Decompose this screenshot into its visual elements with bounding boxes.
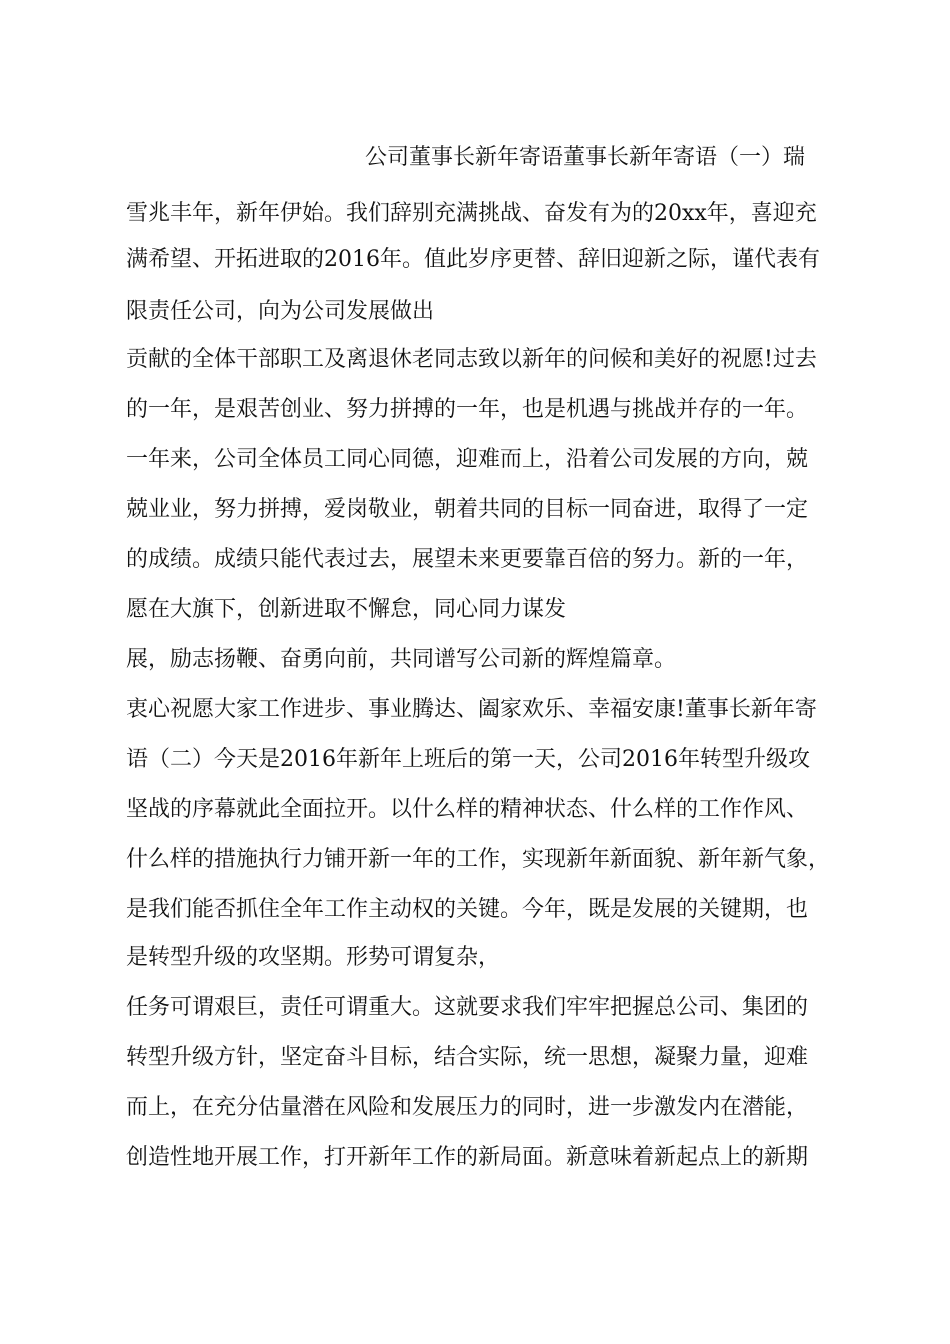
text-line: 任务可谓艰巨，责任可谓重大。这就要求我们牢牢把握总公司、集团的 xyxy=(126,995,809,1020)
text-line: 兢业业，努力拼搏，爱岗敬业，朝着共同的目标一同奋进，取得了一定 xyxy=(126,497,809,522)
text-line: 转型升级方针，坚定奋斗目标，结合实际，统一思想，凝聚力量，迎难 xyxy=(126,1045,809,1070)
text-line: 满希望、开拓进取的2016年。值此岁序更替、辞旧迎新之际，谨代表有 xyxy=(126,247,820,272)
text-line: 坚战的序幕就此全面拉开。以什么样的精神状态、什么样的工作作风、 xyxy=(126,797,809,822)
text-line: 语（二）今天是2016年新年上班后的第一天，公司2016年转型升级攻 xyxy=(126,747,810,772)
text-line: 衷心祝愿大家工作进步、事业腾达、阖家欢乐、幸福安康!董事长新年寄 xyxy=(126,697,817,722)
text-line: 公司董事长新年寄语董事长新年寄语（一）瑞 xyxy=(365,145,806,170)
text-line: 的成绩。成绩只能代表过去，展望未来更要靠百倍的努力。新的一年， xyxy=(126,547,809,572)
text-line: 愿在大旗下，创新进取不懈怠，同心同力谋发 xyxy=(126,597,567,622)
text-line: 创造性地开展工作，打开新年工作的新局面。新意味着新起点上的新期 xyxy=(126,1145,809,1170)
text-line: 的一年，是艰苦创业、努力拼搏的一年，也是机遇与挑战并存的一年。 xyxy=(126,397,809,422)
text-line: 什么样的措施执行力铺开新一年的工作，实现新年新面貌、新年新气象， xyxy=(126,847,831,872)
text-line: 是转型升级的攻坚期。形势可谓复杂， xyxy=(126,945,501,970)
text-line: 展，励志扬鞭、奋勇向前，共同谱写公司新的辉煌篇章。 xyxy=(126,647,677,672)
text-line: 是我们能否抓住全年工作主动权的关键。今年，既是发展的关键期，也 xyxy=(126,897,809,922)
text-line: 雪兆丰年，新年伊始。我们辞别充满挑战、奋发有为的20xx年，喜迎充 xyxy=(126,201,817,226)
text-line: 一年来，公司全体员工同心同德，迎难而上，沿着公司发展的方向，兢 xyxy=(126,447,809,472)
text-line: 贡献的全体干部职工及离退休老同志致以新年的问候和美好的祝愿!过去 xyxy=(126,347,817,372)
text-line: 限责任公司，向为公司发展做出 xyxy=(126,299,435,324)
text-line: 而上，在充分估量潜在风险和发展压力的同时，进一步激发内在潜能， xyxy=(126,1095,809,1120)
